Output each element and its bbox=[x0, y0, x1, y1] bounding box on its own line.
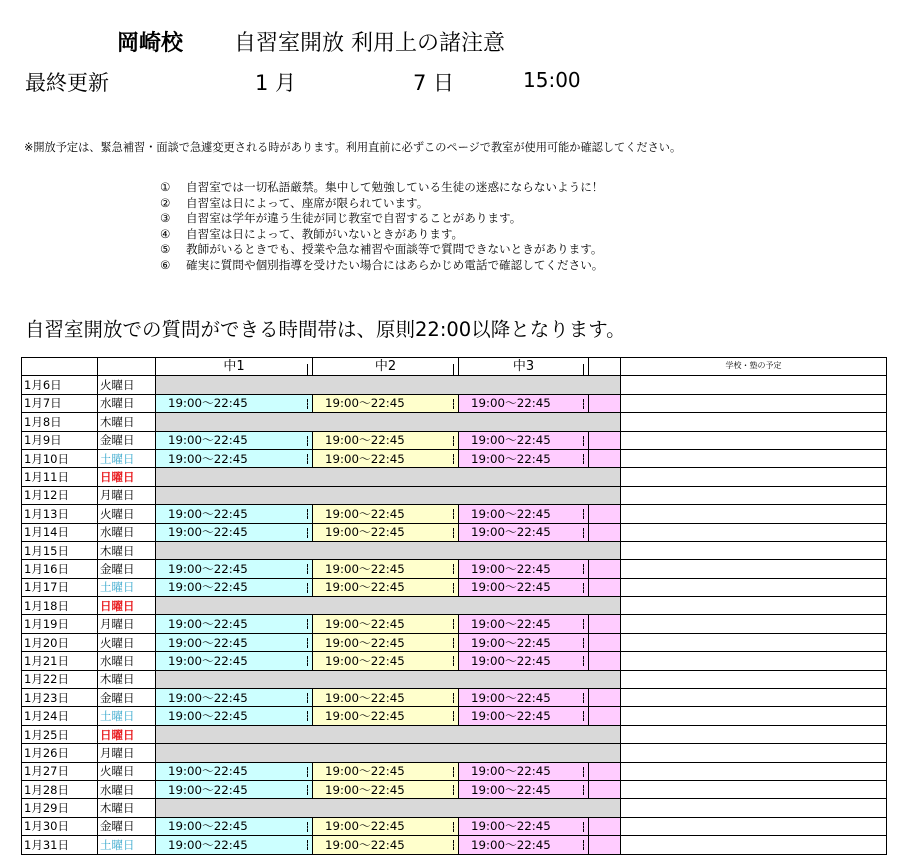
table-row bbox=[22, 670, 887, 688]
row-weekday: 月曜日 bbox=[98, 615, 156, 633]
rule-item bbox=[160, 211, 603, 227]
slot-grade3: 19:00～22:45 bbox=[459, 762, 589, 780]
slot-grade3-tail bbox=[589, 449, 621, 467]
row-weekday: 木曜日 bbox=[98, 670, 156, 688]
slot-grade1: 19:00～22:45 bbox=[156, 523, 313, 541]
row-weekday: 木曜日 bbox=[98, 541, 156, 559]
slot-grade2: 19:00～22:45 bbox=[313, 762, 459, 780]
row-weekday: 水曜日 bbox=[98, 394, 156, 412]
table-row bbox=[22, 578, 887, 596]
slot-grade1: 19:00～22:45 bbox=[156, 817, 313, 835]
slot-grade3: 19:00～22:45 bbox=[459, 652, 589, 670]
slot-grade2: 19:00～22:45 bbox=[313, 394, 459, 412]
rule-number: ② bbox=[160, 195, 171, 210]
table-row bbox=[22, 597, 887, 615]
slot-grade1: 19:00～22:45 bbox=[156, 780, 313, 798]
row-weekday: 金曜日 bbox=[98, 431, 156, 449]
slot-grade3-tail bbox=[589, 652, 621, 670]
row-date: 1月10日 bbox=[22, 449, 98, 467]
slot-grade2: 19:00～22:45 bbox=[313, 505, 459, 523]
row-note bbox=[621, 541, 887, 559]
closed-day bbox=[156, 376, 621, 394]
rule-number: ⑤ bbox=[160, 242, 171, 257]
table-row bbox=[22, 413, 887, 431]
slot-grade3-tail bbox=[589, 836, 621, 854]
slot-grade2: 19:00～22:45 bbox=[313, 817, 459, 835]
row-date: 1月28日 bbox=[22, 780, 98, 798]
row-date: 1月13日 bbox=[22, 505, 98, 523]
header-blank bbox=[589, 358, 621, 376]
rule-text: 教師がいるときでも、授業や急な補習や面談等で質問できないときがあります。 bbox=[186, 242, 603, 257]
row-date: 1月14日 bbox=[22, 523, 98, 541]
school-name: 岡崎校 bbox=[117, 31, 184, 56]
row-date: 1月15日 bbox=[22, 541, 98, 559]
row-note bbox=[621, 394, 887, 412]
table-row bbox=[22, 836, 887, 854]
slot-grade3: 19:00～22:45 bbox=[459, 394, 589, 412]
table-header-row bbox=[22, 358, 887, 376]
row-weekday: 金曜日 bbox=[98, 817, 156, 835]
slot-grade2: 19:00～22:45 bbox=[313, 523, 459, 541]
row-note bbox=[621, 744, 887, 762]
table-row bbox=[22, 505, 887, 523]
col-header-grade2: 中2 bbox=[313, 358, 459, 376]
row-weekday: 日曜日 bbox=[98, 725, 156, 743]
slot-grade3-tail bbox=[589, 615, 621, 633]
row-weekday: 金曜日 bbox=[98, 689, 156, 707]
row-date: 1月29日 bbox=[22, 799, 98, 817]
slot-grade2: 19:00～22:45 bbox=[313, 707, 459, 725]
rule-text: 自習室は学年が違う生徒が同じ教室で自習することがあります。 bbox=[186, 211, 522, 226]
row-date: 1月12日 bbox=[22, 486, 98, 504]
slot-grade3: 19:00～22:45 bbox=[459, 578, 589, 596]
row-date: 1月6日 bbox=[22, 376, 98, 394]
row-date: 1月27日 bbox=[22, 762, 98, 780]
row-note bbox=[621, 670, 887, 688]
row-weekday: 土曜日 bbox=[98, 707, 156, 725]
rule-number: ⑥ bbox=[160, 257, 171, 272]
slot-grade1: 19:00～22:45 bbox=[156, 449, 313, 467]
slot-grade2: 19:00～22:45 bbox=[313, 431, 459, 449]
row-date: 1月30日 bbox=[22, 817, 98, 835]
row-note bbox=[621, 780, 887, 798]
row-note bbox=[621, 817, 887, 835]
closed-day bbox=[156, 799, 621, 817]
table-row bbox=[22, 725, 887, 743]
row-note bbox=[621, 836, 887, 854]
table-row bbox=[22, 633, 887, 651]
slot-grade3-tail bbox=[589, 560, 621, 578]
slot-grade2: 19:00～22:45 bbox=[313, 652, 459, 670]
page-title: 自習室開放 利用上の諸注意 bbox=[234, 31, 505, 56]
row-note bbox=[621, 413, 887, 431]
slot-grade2: 19:00～22:45 bbox=[313, 615, 459, 633]
row-weekday: 土曜日 bbox=[98, 578, 156, 596]
row-weekday: 月曜日 bbox=[98, 486, 156, 504]
row-note bbox=[621, 633, 887, 651]
row-date: 1月18日 bbox=[22, 597, 98, 615]
row-date: 1月19日 bbox=[22, 615, 98, 633]
slot-grade1: 19:00～22:45 bbox=[156, 633, 313, 651]
row-weekday: 木曜日 bbox=[98, 413, 156, 431]
row-weekday: 月曜日 bbox=[98, 744, 156, 762]
closed-day bbox=[156, 413, 621, 431]
table-row bbox=[22, 744, 887, 762]
question-time-headline: 自習室開放での質問ができる時間帯は、原則22:00以降となります。 bbox=[25, 318, 626, 341]
row-note bbox=[621, 652, 887, 670]
row-note bbox=[621, 597, 887, 615]
row-weekday: 火曜日 bbox=[98, 762, 156, 780]
row-date: 1月11日 bbox=[22, 468, 98, 486]
row-date: 1月16日 bbox=[22, 560, 98, 578]
row-weekday: 土曜日 bbox=[98, 449, 156, 467]
slot-grade3: 19:00～22:45 bbox=[459, 523, 589, 541]
slot-grade1: 19:00～22:45 bbox=[156, 560, 313, 578]
slot-grade1: 19:00～22:45 bbox=[156, 578, 313, 596]
rule-number: ④ bbox=[160, 226, 171, 241]
last-updated-day: 7 日 bbox=[413, 71, 455, 95]
row-date: 1月9日 bbox=[22, 431, 98, 449]
col-header-notes: 学校・塾の予定 bbox=[621, 358, 887, 376]
table-row bbox=[22, 486, 887, 504]
row-date: 1月17日 bbox=[22, 578, 98, 596]
slot-grade3: 19:00～22:45 bbox=[459, 505, 589, 523]
row-weekday: 日曜日 bbox=[98, 597, 156, 615]
slot-grade3-tail bbox=[589, 505, 621, 523]
row-weekday: 水曜日 bbox=[98, 652, 156, 670]
slot-grade1: 19:00～22:45 bbox=[156, 707, 313, 725]
slot-grade3-tail bbox=[589, 707, 621, 725]
table-row bbox=[22, 762, 887, 780]
slot-grade1: 19:00～22:45 bbox=[156, 836, 313, 854]
slot-grade3: 19:00～22:45 bbox=[459, 817, 589, 835]
slot-grade3: 19:00～22:45 bbox=[459, 449, 589, 467]
row-weekday: 火曜日 bbox=[98, 376, 156, 394]
row-note bbox=[621, 505, 887, 523]
row-note bbox=[621, 707, 887, 725]
table-row bbox=[22, 780, 887, 798]
row-weekday: 水曜日 bbox=[98, 780, 156, 798]
row-date: 1月31日 bbox=[22, 836, 98, 854]
slot-grade3: 19:00～22:45 bbox=[459, 633, 589, 651]
slot-grade3-tail bbox=[589, 762, 621, 780]
row-date: 1月21日 bbox=[22, 652, 98, 670]
row-date: 1月22日 bbox=[22, 670, 98, 688]
rule-item bbox=[160, 227, 603, 243]
table-row bbox=[22, 449, 887, 467]
row-weekday: 火曜日 bbox=[98, 505, 156, 523]
table-row bbox=[22, 817, 887, 835]
closed-day bbox=[156, 486, 621, 504]
row-note bbox=[621, 468, 887, 486]
rule-number: ① bbox=[160, 180, 171, 194]
slot-grade3: 19:00～22:45 bbox=[459, 707, 589, 725]
rules-list bbox=[160, 180, 603, 274]
slot-grade2: 19:00～22:45 bbox=[313, 689, 459, 707]
closed-day bbox=[156, 468, 621, 486]
slot-grade3: 19:00～22:45 bbox=[459, 780, 589, 798]
table-row bbox=[22, 652, 887, 670]
header-blank bbox=[98, 358, 156, 376]
row-note bbox=[621, 689, 887, 707]
rule-item bbox=[160, 258, 603, 274]
slot-grade3-tail bbox=[589, 578, 621, 596]
slot-grade3-tail bbox=[589, 633, 621, 651]
slot-grade3-tail bbox=[589, 431, 621, 449]
row-note bbox=[621, 799, 887, 817]
header-blank bbox=[22, 358, 98, 376]
rule-text: 自習室は日によって、座席が限られています。 bbox=[186, 195, 429, 210]
row-weekday: 土曜日 bbox=[98, 836, 156, 854]
slot-grade1: 19:00～22:45 bbox=[156, 652, 313, 670]
closed-day bbox=[156, 597, 621, 615]
table-row bbox=[22, 560, 887, 578]
rule-text: 自習室では一切私語厳禁。集中して勉強している生徒の迷惑にならないように！ bbox=[186, 180, 604, 194]
row-date: 1月7日 bbox=[22, 394, 98, 412]
row-weekday: 日曜日 bbox=[98, 468, 156, 486]
row-date: 1月23日 bbox=[22, 689, 98, 707]
row-note bbox=[621, 578, 887, 596]
row-date: 1月8日 bbox=[22, 413, 98, 431]
schedule-change-notice: ※開放予定は、緊急補習・面談で急遽変更される時があります。利用直前に必ずこのページで教室が使用可能か確認してください。 bbox=[24, 141, 682, 154]
rule-item bbox=[160, 196, 603, 212]
slot-grade3: 19:00～22:45 bbox=[459, 560, 589, 578]
slot-grade1: 19:00～22:45 bbox=[156, 394, 313, 412]
row-note bbox=[621, 449, 887, 467]
last-updated-time: 15:00 bbox=[523, 68, 581, 92]
slot-grade2: 19:00～22:45 bbox=[313, 449, 459, 467]
slot-grade2: 19:00～22:45 bbox=[313, 836, 459, 854]
closed-day bbox=[156, 725, 621, 743]
slot-grade1: 19:00～22:45 bbox=[156, 762, 313, 780]
row-note bbox=[621, 762, 887, 780]
row-note bbox=[621, 486, 887, 504]
row-note bbox=[621, 725, 887, 743]
row-date: 1月25日 bbox=[22, 725, 98, 743]
slot-grade3-tail bbox=[589, 780, 621, 798]
last-updated-month: 1 月 bbox=[255, 71, 297, 95]
schedule-table bbox=[21, 357, 887, 855]
slot-grade3-tail bbox=[589, 394, 621, 412]
row-weekday: 火曜日 bbox=[98, 633, 156, 651]
rule-text: 確実に質問や個別指導を受けたい場合にはあらかじめ電話で確認してください。 bbox=[186, 257, 604, 272]
col-header-grade3: 中3 bbox=[459, 358, 589, 376]
row-date: 1月26日 bbox=[22, 744, 98, 762]
row-note bbox=[621, 431, 887, 449]
row-note bbox=[621, 560, 887, 578]
row-note bbox=[621, 615, 887, 633]
row-weekday: 金曜日 bbox=[98, 560, 156, 578]
col-header-grade1: 中1 bbox=[156, 358, 313, 376]
slot-grade2: 19:00～22:45 bbox=[313, 780, 459, 798]
slot-grade1: 19:00～22:45 bbox=[156, 615, 313, 633]
closed-day bbox=[156, 744, 621, 762]
table-row bbox=[22, 689, 887, 707]
slot-grade3: 19:00～22:45 bbox=[459, 689, 589, 707]
row-note bbox=[621, 376, 887, 394]
table-row bbox=[22, 541, 887, 559]
slot-grade1: 19:00～22:45 bbox=[156, 431, 313, 449]
slot-grade3-tail bbox=[589, 817, 621, 835]
table-row bbox=[22, 523, 887, 541]
slot-grade3-tail bbox=[589, 523, 621, 541]
table-row bbox=[22, 615, 887, 633]
closed-day bbox=[156, 670, 621, 688]
table-row bbox=[22, 431, 887, 449]
rule-item bbox=[160, 242, 603, 258]
rule-text: 自習室は日によって、教師がいないときがあります。 bbox=[186, 226, 464, 241]
table-row bbox=[22, 394, 887, 412]
rule-number: ③ bbox=[160, 211, 171, 226]
row-date: 1月24日 bbox=[22, 707, 98, 725]
slot-grade2: 19:00～22:45 bbox=[313, 633, 459, 651]
slot-grade3-tail bbox=[589, 689, 621, 707]
row-weekday: 木曜日 bbox=[98, 799, 156, 817]
slot-grade2: 19:00～22:45 bbox=[313, 578, 459, 596]
rule-item bbox=[160, 180, 603, 196]
last-updated-label: 最終更新 bbox=[25, 71, 109, 95]
slot-grade1: 19:00～22:45 bbox=[156, 505, 313, 523]
closed-day bbox=[156, 541, 621, 559]
table-row bbox=[22, 799, 887, 817]
slot-grade3: 19:00～22:45 bbox=[459, 431, 589, 449]
table-row bbox=[22, 468, 887, 486]
row-note bbox=[621, 523, 887, 541]
row-date: 1月20日 bbox=[22, 633, 98, 651]
table-row bbox=[22, 707, 887, 725]
slot-grade3: 19:00～22:45 bbox=[459, 836, 589, 854]
slot-grade1: 19:00～22:45 bbox=[156, 689, 313, 707]
table-row bbox=[22, 376, 887, 394]
slot-grade2: 19:00～22:45 bbox=[313, 560, 459, 578]
slot-grade3: 19:00～22:45 bbox=[459, 615, 589, 633]
row-weekday: 水曜日 bbox=[98, 523, 156, 541]
